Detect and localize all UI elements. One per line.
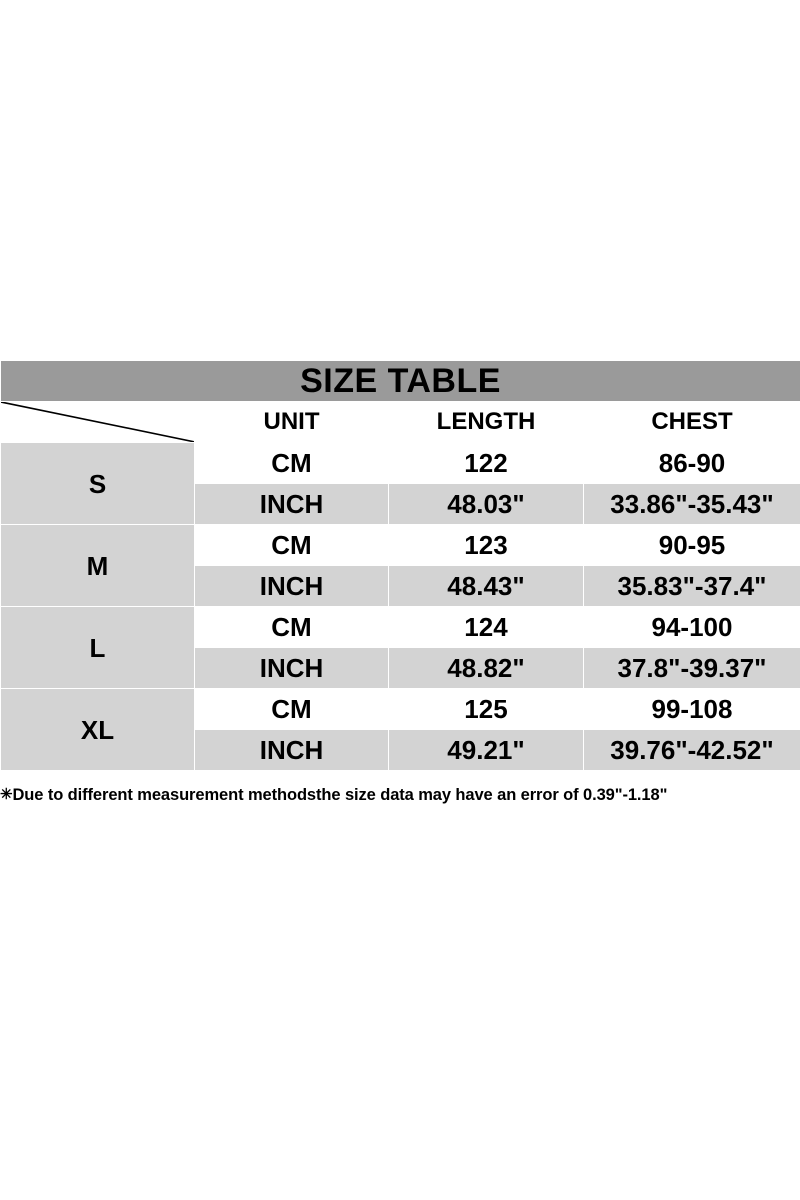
asterisk-icon: ✳	[0, 786, 13, 803]
column-header-length: LENGTH	[389, 402, 584, 443]
size-table-block	[0, 360, 800, 771]
length-inch-l: 48.82"	[389, 648, 584, 689]
length-inch-s: 48.03"	[389, 484, 584, 525]
unit-inch-m: INCH	[195, 566, 389, 607]
length-cm-s: 122	[389, 443, 584, 484]
length-inch-m: 48.43"	[389, 566, 584, 607]
chest-inch-l: 37.8"-39.37"	[584, 648, 800, 689]
size-table	[0, 360, 800, 771]
length-cm-m: 123	[389, 525, 584, 566]
length-cm-l: 124	[389, 607, 584, 648]
unit-inch-xl: INCH	[195, 730, 389, 771]
column-header-unit: UNIT	[195, 402, 389, 443]
chest-inch-s: 33.86"-35.43"	[584, 484, 800, 525]
chest-inch-xl: 39.76"-42.52"	[584, 730, 800, 771]
column-header-chest: CHEST	[584, 402, 800, 443]
footnote	[0, 785, 800, 805]
unit-inch-s: INCH	[195, 484, 389, 525]
diagonal-divider-icon	[1, 402, 194, 442]
length-cm-xl: 125	[389, 689, 584, 730]
page-title: SIZE TABLE	[1, 361, 800, 402]
table-row	[1, 689, 800, 730]
length-inch-xl: 49.21"	[389, 730, 584, 771]
size-label-m: M	[1, 525, 195, 607]
table-row	[1, 443, 800, 484]
table-header-row	[1, 402, 800, 443]
chest-cm-m: 90-95	[584, 525, 800, 566]
size-label-xl: XL	[1, 689, 195, 771]
size-label-l: L	[1, 607, 195, 689]
chest-cm-l: 94-100	[584, 607, 800, 648]
header-corner-cell	[1, 402, 195, 443]
unit-cm-m: CM	[195, 525, 389, 566]
unit-cm-s: CM	[195, 443, 389, 484]
unit-cm-l: CM	[195, 607, 389, 648]
unit-cm-xl: CM	[195, 689, 389, 730]
table-title-row	[1, 361, 800, 402]
chest-cm-xl: 99-108	[584, 689, 800, 730]
table-row	[1, 525, 800, 566]
chest-inch-m: 35.83"-37.4"	[584, 566, 800, 607]
chest-cm-s: 86-90	[584, 443, 800, 484]
size-label-s: S	[1, 443, 195, 525]
table-row	[1, 607, 800, 648]
unit-inch-l: INCH	[195, 648, 389, 689]
footnote-text: Due to different measurement methodsthe size data may have an error of 0.39"-1.18"	[12, 786, 668, 804]
